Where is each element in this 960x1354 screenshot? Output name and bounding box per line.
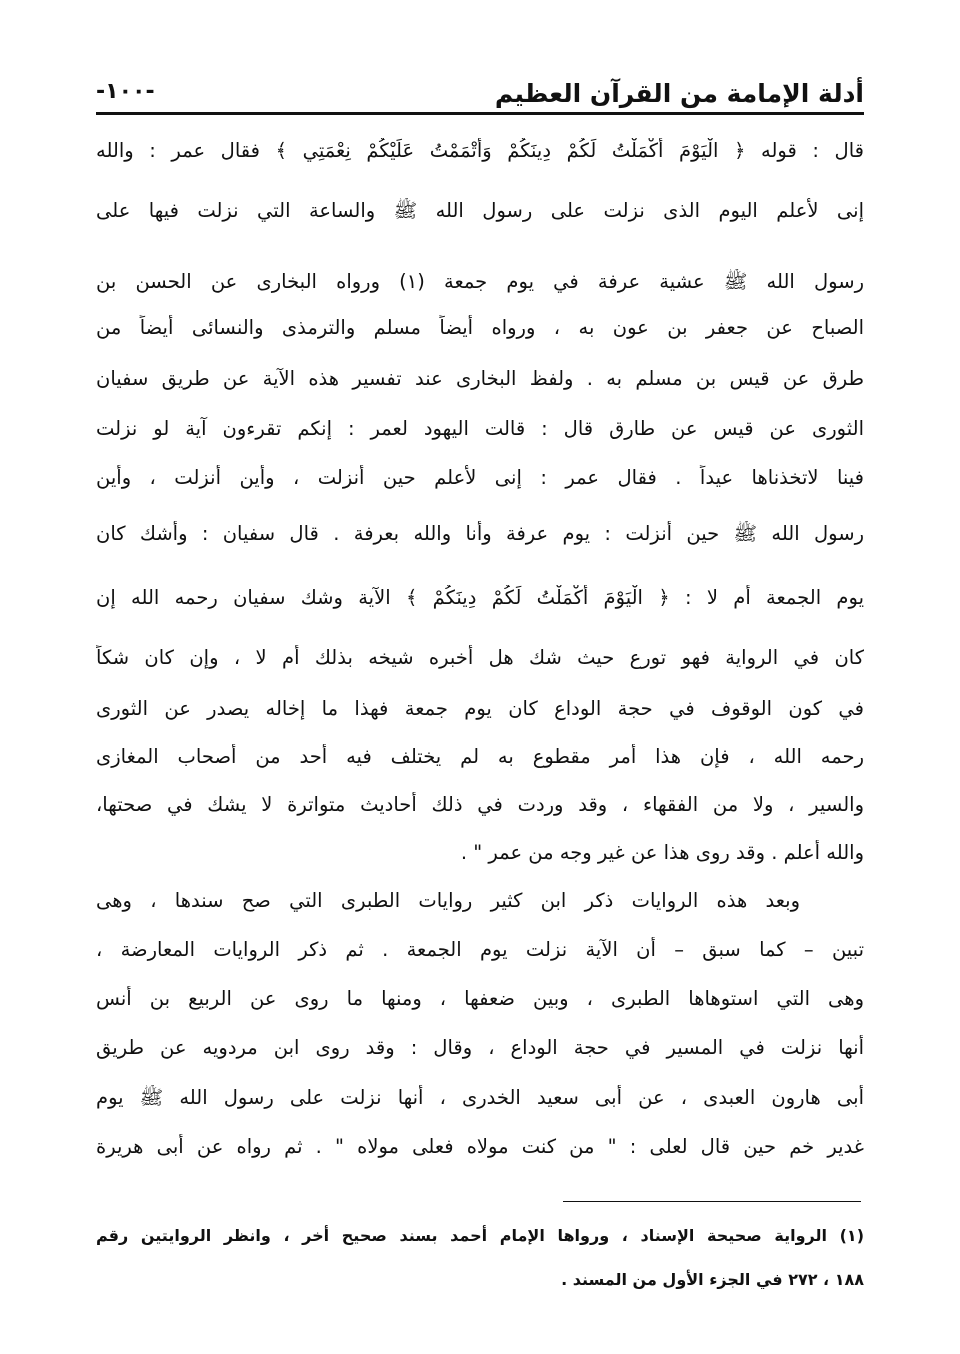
body-line-4: الصباح عن جعفر بن عون به ، ورواه أيضاً مسلم والترمذى والنسائى أيضاً من	[96, 316, 864, 339]
body-line-19: أبى هارون العبدى ، عن أبى سعيد الخدرى ، أنها نزلت على رسول الله ﷺ يوم	[96, 1086, 864, 1109]
body-line-3: رسول الله ﷺ عشية عرفة في يوم جمعة (١) ورواه البخارى عن الحسن بن	[96, 270, 864, 293]
footnote-line-2: ١٨٨ ، ٢٧٢ في الجزء الأول من المسند .	[561, 1270, 864, 1289]
body-line-12: رحمه الله ، فإن هذا أمر مقطوع به لم يختلف فيه أحد من أصحاب المغازى	[96, 745, 864, 768]
body-line-13: والسير ، ولا من الفقهاء ، وقد وردت في ذلك أحاديث متواترة لا يشك في صحتها،	[96, 793, 864, 816]
body-line-7: فينا لاتخذناها عيداً . فقال عمر : إنى لأعلم حين أنزلت ، وأين أنزلت ، وأين	[96, 466, 864, 489]
body-line-2: إنى لأعلم اليوم الذى نزلت على رسول الله ﷺ والساعة التي نزلت فيها على	[96, 199, 864, 222]
body-line-18: أنها نزلت في المسير في حجة الوداع ، وقال : وقد روى ابن مردويه عن طريق	[96, 1036, 864, 1059]
body-line-10: كان في الرواية فهو تورع حيث شك هل أخبره شيخه بذلك أم لا ، وإن كان شكاً	[96, 646, 864, 669]
footnote-line-1: (١) الرواية صحيحة الإسناد ، ورواها الإمام أحمد بسند صحيح أخر ، وانظر الروايتين رقم	[96, 1226, 864, 1245]
body-line-11: في كون الوقوف في حجة الوداع كان يوم جمعة فهذا ما إخاله يصدر عن الثورى	[96, 697, 864, 720]
body-line-6: الثورى عن قيس عن طارق قال : قالت اليهود لعمر : إنكم تقرءون آية لو نزلت	[96, 417, 864, 440]
page-number: -١٠٠-	[96, 79, 155, 104]
book-title: أدلة الإمامة من القرآن العظيم	[494, 79, 864, 108]
body-line-16: تبين – كما سبق – أن الآية نزلت يوم الجمعة . ثم ذكر الروايات المعارضة ،	[96, 938, 864, 961]
body-line-17: وهى التي استوهاها الطبرى ، وبين ضعفها ، ومنها ما روى عن الربيع بن أنس	[96, 987, 864, 1010]
body-line-8: رسول الله ﷺ حين أنزلت : يوم عرفة وأنا والله بعرفة . قال سفيان : وأشك كان	[96, 522, 864, 545]
body-line-9: يوم الجمعة أم لا : ﴿ الْيَوْمَ أَكْمَلْتُ لَكُمْ دِينَكُمْ ﴾ الآية وشك سفيان رحمه الله إن	[96, 586, 864, 609]
body-line-14: والله أعلم . وقد روى هذا عن غير وجه من عمر " .	[460, 841, 864, 864]
footnote-separator	[563, 1201, 861, 1202]
body-line-15: وبعد هذه الروايات ذكر ابن كثير روايات الطبرى التي صح سندها ، وهى	[96, 889, 800, 912]
body-line-20: غدير خم حين قال لعلى : " من كنت مولاه فعلى مولاه " . ثم رواه عن أبى هريرة	[96, 1135, 864, 1158]
body-line-5: طرق عن قيس بن مسلم به . ولفظ البخارى عند تفسير هذه الآية عن طريق سفيان	[96, 367, 864, 390]
running-header	[96, 72, 864, 115]
body-line-1: قال : قوله ﴿ الْيَوْمَ أَكْمَلْتُ لَكُمْ دِينَكُمْ وَأَتْمَمْتُ عَلَيْكُمْ نِعْمَتِي ﴾ فقال عمر : والله	[96, 139, 864, 162]
